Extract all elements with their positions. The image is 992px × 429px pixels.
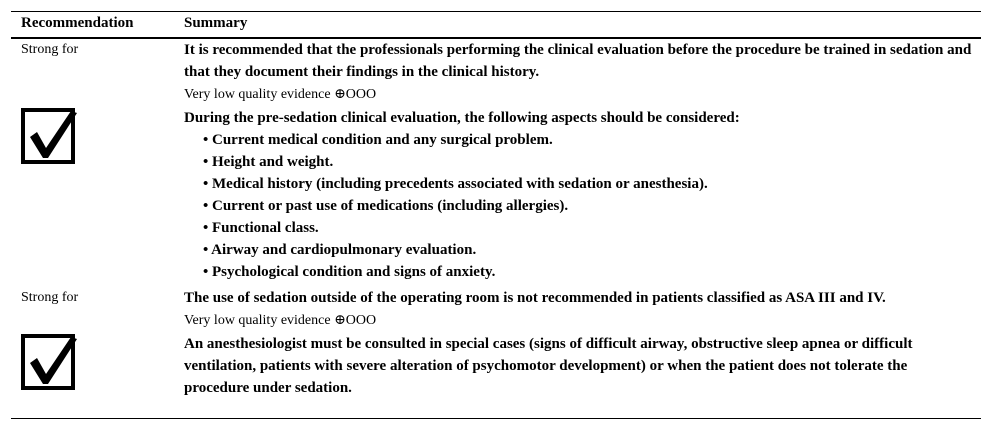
list-item: • Height and weight.: [203, 154, 334, 170]
evidence-quality-3: Very low quality evidence ⊕OOO: [184, 313, 377, 328]
evidence-quality-1: Very low quality evidence ⊕OOO: [184, 87, 377, 102]
recommendation-text-2: During the pre-sedation clinical evaluation, the following aspects should be considered:: [184, 110, 740, 126]
recommendation-strength-1: Strong for: [21, 42, 79, 57]
header-recommendation: Recommendation: [21, 15, 134, 31]
checkbox-checked-icon: [21, 108, 79, 166]
recommendation-text-1: It is recommended that the professionals performing the clinical evaluation before the procedure be trained in sedation and that they document their findings in the clinical history.: [184, 42, 972, 80]
list-item: • Psychological condition and signs of anxiety.: [203, 264, 496, 280]
table-header: [11, 12, 981, 39]
evaluation-aspects-list: [203, 129, 708, 283]
checkbox-checked-icon: [21, 334, 79, 392]
list-item: • Medical history (including precedents associated with sedation or anesthesia).: [203, 176, 708, 192]
recommendation-strength-3: Strong for: [21, 290, 79, 305]
recommendation-table: [11, 11, 981, 419]
header-summary: Summary: [184, 15, 248, 31]
list-item: • Functional class.: [203, 220, 319, 236]
recommendation-text-3: The use of sedation outside of the operating room is not recommended in patients classified as ASA III and IV.: [184, 290, 886, 306]
list-item: • Current medical condition and any surgical problem.: [203, 132, 553, 148]
list-item: • Current or past use of medications (including allergies).: [203, 198, 569, 214]
recommendation-text-4: An anesthesiologist must be consulted in special cases (signs of difficult airway, obstructive sleep apnea or difficult ventilation, patients with severe alteration of psychomotor development) or when the patient does not tolerate the procedure under sedation.: [184, 336, 913, 396]
list-item: • Airway and cardiopulmonary evaluation.: [203, 242, 477, 258]
